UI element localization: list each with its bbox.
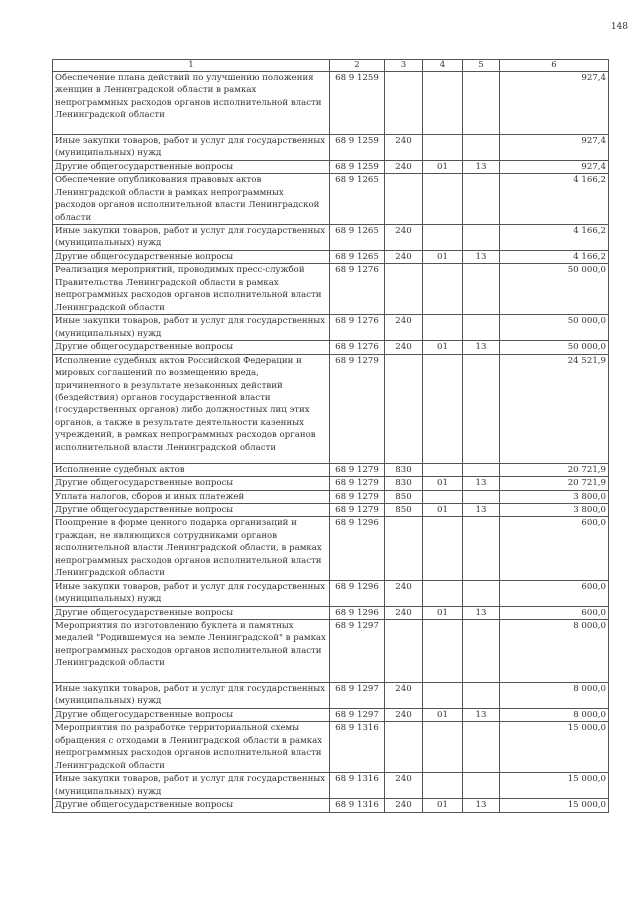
amount-cell: 927,4 (500, 135, 609, 161)
column-number: 5 (463, 60, 500, 72)
table-row (53, 504, 609, 517)
section-cell: 01 (423, 251, 463, 264)
target-article-cell: 68 9 1265 (330, 225, 385, 251)
section-cell (423, 354, 463, 463)
target-article-cell: 68 9 1276 (330, 341, 385, 354)
table-row (53, 722, 609, 773)
column-number: 2 (330, 60, 385, 72)
target-article-cell: 68 9 1296 (330, 580, 385, 606)
table-row (53, 477, 609, 490)
section-cell (423, 580, 463, 606)
expense-type-cell: 850 (385, 490, 423, 503)
subsection-cell (463, 773, 500, 799)
expense-name-cell: Мероприятия по изготовлению буклета и памятных медалей "Родившемуся на земле Ленинградской" в рамках непрограммных расходов органов исполнительной власти Ленинградской области (53, 619, 330, 682)
subsection-cell (463, 682, 500, 708)
amount-cell: 8 000,0 (500, 682, 609, 708)
subsection-cell (463, 463, 500, 476)
amount-cell: 8 000,0 (500, 619, 609, 682)
table-row (53, 799, 609, 812)
section-cell: 01 (423, 799, 463, 812)
expense-type-cell (385, 72, 423, 135)
expense-name-cell: Другие общегосударственные вопросы (53, 606, 330, 619)
target-article-cell: 68 9 1279 (330, 463, 385, 476)
subsection-cell: 13 (463, 504, 500, 517)
table-row (53, 606, 609, 619)
target-article-cell: 68 9 1265 (330, 174, 385, 225)
section-cell (423, 264, 463, 315)
column-number: 1 (53, 60, 330, 72)
expense-type-cell: 240 (385, 773, 423, 799)
expense-type-cell: 240 (385, 799, 423, 812)
expense-type-cell: 240 (385, 708, 423, 721)
target-article-cell: 68 9 1279 (330, 490, 385, 503)
target-article-cell: 68 9 1276 (330, 264, 385, 315)
expense-type-cell (385, 517, 423, 580)
section-cell (423, 174, 463, 225)
target-article-cell: 68 9 1259 (330, 161, 385, 174)
section-cell (423, 517, 463, 580)
section-cell: 01 (423, 161, 463, 174)
table-row (53, 251, 609, 264)
table-row (53, 161, 609, 174)
amount-cell: 600,0 (500, 606, 609, 619)
amount-cell: 4 166,2 (500, 174, 609, 225)
subsection-cell: 13 (463, 708, 500, 721)
subsection-cell (463, 225, 500, 251)
table-row (53, 463, 609, 476)
target-article-cell: 68 9 1279 (330, 477, 385, 490)
table-row (53, 135, 609, 161)
amount-cell: 3 800,0 (500, 490, 609, 503)
expense-name-cell: Иные закупки товаров, работ и услуг для государственных (муниципальных) нужд (53, 682, 330, 708)
target-article-cell: 68 9 1279 (330, 354, 385, 463)
expense-type-cell: 240 (385, 682, 423, 708)
subsection-cell: 13 (463, 477, 500, 490)
amount-cell: 50 000,0 (500, 341, 609, 354)
expense-type-cell (385, 354, 423, 463)
expense-type-cell (385, 722, 423, 773)
expense-type-cell: 240 (385, 161, 423, 174)
amount-cell: 20 721,9 (500, 477, 609, 490)
subsection-cell (463, 722, 500, 773)
table-row (53, 174, 609, 225)
target-article-cell: 68 9 1296 (330, 517, 385, 580)
amount-cell: 8 000,0 (500, 708, 609, 721)
subsection-cell: 13 (463, 606, 500, 619)
subsection-cell: 13 (463, 799, 500, 812)
target-article-cell: 68 9 1297 (330, 708, 385, 721)
section-cell: 01 (423, 504, 463, 517)
subsection-cell: 13 (463, 341, 500, 354)
subsection-cell (463, 72, 500, 135)
subsection-cell: 13 (463, 161, 500, 174)
amount-cell: 15 000,0 (500, 799, 609, 812)
section-cell (423, 135, 463, 161)
section-cell: 01 (423, 708, 463, 721)
target-article-cell: 68 9 1265 (330, 251, 385, 264)
target-article-cell: 68 9 1276 (330, 315, 385, 341)
column-number: 3 (385, 60, 423, 72)
amount-cell: 3 800,0 (500, 504, 609, 517)
section-cell (423, 682, 463, 708)
section-cell: 01 (423, 341, 463, 354)
amount-cell: 15 000,0 (500, 773, 609, 799)
subsection-cell (463, 619, 500, 682)
expense-name-cell: Другие общегосударственные вопросы (53, 799, 330, 812)
expense-name-cell: Иные закупки товаров, работ и услуг для государственных (муниципальных) нужд (53, 225, 330, 251)
expense-name-cell: Иные закупки товаров, работ и услуг для государственных (муниципальных) нужд (53, 773, 330, 799)
column-number: 6 (500, 60, 609, 72)
table-row (53, 580, 609, 606)
expense-type-cell: 240 (385, 315, 423, 341)
target-article-cell: 68 9 1296 (330, 606, 385, 619)
target-article-cell: 68 9 1259 (330, 72, 385, 135)
expense-name-cell: Другие общегосударственные вопросы (53, 708, 330, 721)
amount-cell: 50 000,0 (500, 315, 609, 341)
table-row (53, 490, 609, 503)
expense-type-cell: 830 (385, 477, 423, 490)
subsection-cell (463, 354, 500, 463)
expense-name-cell: Другие общегосударственные вопросы (53, 504, 330, 517)
subsection-cell (463, 315, 500, 341)
amount-cell: 24 521,9 (500, 354, 609, 463)
expense-name-cell: Иные закупки товаров, работ и услуг для государственных (муниципальных) нужд (53, 135, 330, 161)
table-row (53, 315, 609, 341)
amount-cell: 20 721,9 (500, 463, 609, 476)
table-row (53, 517, 609, 580)
amount-cell: 4 166,2 (500, 225, 609, 251)
budget-table-body (53, 60, 609, 813)
expense-type-cell: 240 (385, 341, 423, 354)
expense-name-cell: Другие общегосударственные вопросы (53, 161, 330, 174)
expense-type-cell: 240 (385, 135, 423, 161)
target-article-cell: 68 9 1316 (330, 773, 385, 799)
subsection-cell (463, 517, 500, 580)
subsection-cell: 13 (463, 251, 500, 264)
target-article-cell: 68 9 1259 (330, 135, 385, 161)
expense-name-cell: Другие общегосударственные вопросы (53, 341, 330, 354)
subsection-cell (463, 580, 500, 606)
subsection-cell (463, 490, 500, 503)
expense-type-cell (385, 264, 423, 315)
section-cell (423, 225, 463, 251)
subsection-cell (463, 174, 500, 225)
table-row (53, 354, 609, 463)
section-cell (423, 72, 463, 135)
expense-type-cell: 240 (385, 606, 423, 619)
section-cell: 01 (423, 477, 463, 490)
section-cell (423, 722, 463, 773)
target-article-cell: 68 9 1297 (330, 619, 385, 682)
target-article-cell: 68 9 1316 (330, 799, 385, 812)
expense-name-cell: Иные закупки товаров, работ и услуг для государственных (муниципальных) нужд (53, 580, 330, 606)
amount-cell: 927,4 (500, 161, 609, 174)
target-article-cell: 68 9 1279 (330, 504, 385, 517)
section-cell (423, 490, 463, 503)
expense-name-cell: Другие общегосударственные вопросы (53, 477, 330, 490)
expense-type-cell: 830 (385, 463, 423, 476)
amount-cell: 600,0 (500, 517, 609, 580)
subsection-cell (463, 264, 500, 315)
table-row (53, 341, 609, 354)
amount-cell: 4 166,2 (500, 251, 609, 264)
section-cell (423, 619, 463, 682)
table-row (53, 72, 609, 135)
target-article-cell: 68 9 1297 (330, 682, 385, 708)
expense-name-cell: Обеспечение плана действий по улучшению положения женщин в Ленинградской области в рамках непрограммных расходов органов исполнительной власти Ленинградской области (53, 72, 330, 135)
column-number: 4 (423, 60, 463, 72)
expense-name-cell: Уплата налогов, сборов и иных платежей (53, 490, 330, 503)
expense-type-cell (385, 619, 423, 682)
section-cell (423, 315, 463, 341)
expense-name-cell: Реализация мероприятий, проводимых пресс-службой Правительства Ленинградской области в рамках непрограммных расходов органов исполнительной власти Ленинградской области (53, 264, 330, 315)
amount-cell: 927,4 (500, 72, 609, 135)
table-row (53, 773, 609, 799)
target-article-cell: 68 9 1316 (330, 722, 385, 773)
expense-type-cell: 240 (385, 251, 423, 264)
expense-name-cell: Обеспечение опубликования правовых актов Ленинградской области в рамках непрограммных расходов органов исполнительной власти Ленинградской области (53, 174, 330, 225)
section-cell: 01 (423, 606, 463, 619)
expense-type-cell: 850 (385, 504, 423, 517)
table-row (53, 619, 609, 682)
column-number-row (53, 60, 609, 72)
page-number: 148 (610, 22, 628, 32)
table-row (53, 264, 609, 315)
section-cell (423, 773, 463, 799)
expense-type-cell: 240 (385, 580, 423, 606)
subsection-cell (463, 135, 500, 161)
expense-type-cell: 240 (385, 225, 423, 251)
expense-name-cell: Исполнение судебных актов (53, 463, 330, 476)
amount-cell: 50 000,0 (500, 264, 609, 315)
expense-name-cell: Исполнение судебных актов Российской Федерации и мировых соглашений по возмещению вреда, причиненного в результате незаконных действий (бездействия) органов государственной власти (государственных органов) либо должностных лиц этих органов, а также в результате деятельности казенных учреждений, в рамках непрограммных расходов органов исполнительной власти Ленинградской области (53, 354, 330, 463)
table-row (53, 225, 609, 251)
section-cell (423, 463, 463, 476)
amount-cell: 15 000,0 (500, 722, 609, 773)
expense-name-cell: Поощрение в форме ценного подарка организаций и граждан, не являющихся сотрудниками органов исполнительной власти Ленинградской области, в рамках непрограммных расходов органов исполнительной власти Ленинградской области (53, 517, 330, 580)
table-row (53, 682, 609, 708)
expense-name-cell: Мероприятия по разработке территориальной схемы обращения с отходами в Ленинградской области в рамках непрограммных расходов органов исполнительной власти Ленинградской области (53, 722, 330, 773)
amount-cell: 600,0 (500, 580, 609, 606)
table-row (53, 708, 609, 721)
expense-name-cell: Иные закупки товаров, работ и услуг для государственных (муниципальных) нужд (53, 315, 330, 341)
budget-table (52, 59, 609, 813)
expense-type-cell (385, 174, 423, 225)
expense-name-cell: Другие общегосударственные вопросы (53, 251, 330, 264)
